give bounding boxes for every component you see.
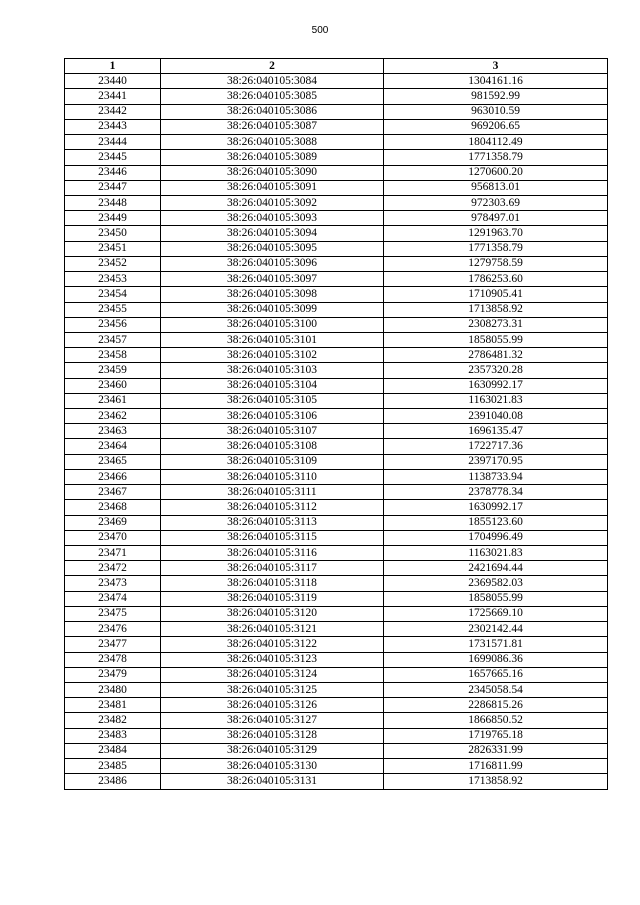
row-number-cell: 23443 xyxy=(65,119,161,134)
value-cell: 1713858.92 xyxy=(384,774,608,789)
cadastral-number-cell: 38:26:040105:3115 xyxy=(161,530,384,545)
row-number-cell: 23465 xyxy=(65,454,161,469)
row-number-cell: 23463 xyxy=(65,424,161,439)
cadastral-number-cell: 38:26:040105:3109 xyxy=(161,454,384,469)
cadastral-number-cell: 38:26:040105:3110 xyxy=(161,469,384,484)
value-cell: 2357320.28 xyxy=(384,363,608,378)
cadastral-number-cell: 38:26:040105:3098 xyxy=(161,287,384,302)
table-row xyxy=(65,759,608,774)
table-row xyxy=(65,591,608,606)
value-cell: 1771358.79 xyxy=(384,241,608,256)
value-cell: 1270600.20 xyxy=(384,165,608,180)
page-number: 500 xyxy=(311,25,329,36)
row-number-cell: 23440 xyxy=(65,74,161,89)
row-number-cell: 23486 xyxy=(65,774,161,789)
row-number-cell: 23457 xyxy=(65,332,161,347)
cadastral-number-cell: 38:26:040105:3089 xyxy=(161,150,384,165)
table-row xyxy=(65,180,608,195)
table-row xyxy=(65,500,608,515)
cadastral-number-cell: 38:26:040105:3119 xyxy=(161,591,384,606)
table-row xyxy=(65,89,608,104)
row-number-cell: 23462 xyxy=(65,409,161,424)
table-row xyxy=(65,667,608,682)
table-row xyxy=(65,135,608,150)
value-cell: 1716811.99 xyxy=(384,759,608,774)
table-row xyxy=(65,652,608,667)
value-cell: 1304161.16 xyxy=(384,74,608,89)
value-cell: 1725669.10 xyxy=(384,606,608,621)
row-number-cell: 23464 xyxy=(65,439,161,454)
cadastral-number-cell: 38:26:040105:3125 xyxy=(161,682,384,697)
row-number-cell: 23479 xyxy=(65,667,161,682)
cadastral-number-cell: 38:26:040105:3126 xyxy=(161,698,384,713)
value-cell: 1858055.99 xyxy=(384,332,608,347)
value-cell: 972303.69 xyxy=(384,195,608,210)
cadastral-number-cell: 38:26:040105:3131 xyxy=(161,774,384,789)
row-number-cell: 23456 xyxy=(65,317,161,332)
cadastral-number-cell: 38:26:040105:3095 xyxy=(161,241,384,256)
row-number-cell: 23485 xyxy=(65,759,161,774)
row-number-cell: 23474 xyxy=(65,591,161,606)
value-cell: 2786481.32 xyxy=(384,348,608,363)
header-row xyxy=(65,59,608,74)
cadastral-number-cell: 38:26:040105:3090 xyxy=(161,165,384,180)
cadastral-number-cell: 38:26:040105:3096 xyxy=(161,256,384,271)
table-row xyxy=(65,454,608,469)
value-cell: 1291963.70 xyxy=(384,226,608,241)
table-row xyxy=(65,317,608,332)
row-number-cell: 23466 xyxy=(65,469,161,484)
cadastral-number-cell: 38:26:040105:3107 xyxy=(161,424,384,439)
row-number-cell: 23459 xyxy=(65,363,161,378)
cadastral-number-cell: 38:26:040105:3124 xyxy=(161,667,384,682)
value-cell: 2421694.44 xyxy=(384,561,608,576)
row-number-cell: 23477 xyxy=(65,637,161,652)
table-row xyxy=(65,637,608,652)
value-cell: 1858055.99 xyxy=(384,591,608,606)
table-row xyxy=(65,348,608,363)
value-cell: 1855123.60 xyxy=(384,515,608,530)
row-number-cell: 23478 xyxy=(65,652,161,667)
value-cell: 2308273.31 xyxy=(384,317,608,332)
cadastral-number-cell: 38:26:040105:3102 xyxy=(161,348,384,363)
row-number-cell: 23447 xyxy=(65,180,161,195)
value-cell: 2302142.44 xyxy=(384,622,608,637)
table-row xyxy=(65,256,608,271)
row-number-cell: 23461 xyxy=(65,393,161,408)
table-row xyxy=(65,150,608,165)
cadastral-number-cell: 38:26:040105:3112 xyxy=(161,500,384,515)
cadastral-number-cell: 38:26:040105:3093 xyxy=(161,211,384,226)
table-row xyxy=(65,713,608,728)
value-cell: 1719765.18 xyxy=(384,728,608,743)
table-row xyxy=(65,530,608,545)
column-header-2: 2 xyxy=(161,59,384,74)
row-number-cell: 23451 xyxy=(65,241,161,256)
row-number-cell: 23467 xyxy=(65,485,161,500)
value-cell: 1630992.17 xyxy=(384,378,608,393)
cadastral-number-cell: 38:26:040105:3123 xyxy=(161,652,384,667)
cadastral-number-cell: 38:26:040105:3087 xyxy=(161,119,384,134)
table-header xyxy=(65,59,608,74)
value-cell: 981592.99 xyxy=(384,89,608,104)
table-row xyxy=(65,424,608,439)
row-number-cell: 23484 xyxy=(65,743,161,758)
value-cell: 956813.01 xyxy=(384,180,608,195)
row-number-cell: 23445 xyxy=(65,150,161,165)
value-cell: 1771358.79 xyxy=(384,150,608,165)
table-row xyxy=(65,546,608,561)
row-number-cell: 23469 xyxy=(65,515,161,530)
cadastral-number-cell: 38:26:040105:3130 xyxy=(161,759,384,774)
table-row xyxy=(65,682,608,697)
table-row xyxy=(65,728,608,743)
cadastral-number-cell: 38:26:040105:3111 xyxy=(161,485,384,500)
table-row xyxy=(65,698,608,713)
cadastral-number-cell: 38:26:040105:3105 xyxy=(161,393,384,408)
value-cell: 2391040.08 xyxy=(384,409,608,424)
row-number-cell: 23473 xyxy=(65,576,161,591)
table-row xyxy=(65,393,608,408)
row-number-cell: 23468 xyxy=(65,500,161,515)
cadastral-number-cell: 38:26:040105:3116 xyxy=(161,546,384,561)
value-cell: 2286815.26 xyxy=(384,698,608,713)
value-cell: 1163021.83 xyxy=(384,393,608,408)
table-row xyxy=(65,119,608,134)
row-number-cell: 23452 xyxy=(65,256,161,271)
row-number-cell: 23450 xyxy=(65,226,161,241)
value-cell: 1699086.36 xyxy=(384,652,608,667)
data-table xyxy=(64,58,608,790)
table-row xyxy=(65,515,608,530)
table-row xyxy=(65,195,608,210)
value-cell: 1630992.17 xyxy=(384,500,608,515)
table-row xyxy=(65,576,608,591)
cadastral-number-cell: 38:26:040105:3099 xyxy=(161,302,384,317)
cadastral-number-cell: 38:26:040105:3094 xyxy=(161,226,384,241)
row-number-cell: 23476 xyxy=(65,622,161,637)
row-number-cell: 23446 xyxy=(65,165,161,180)
row-number-cell: 23483 xyxy=(65,728,161,743)
row-number-cell: 23448 xyxy=(65,195,161,210)
cadastral-number-cell: 38:26:040105:3108 xyxy=(161,439,384,454)
table-row xyxy=(65,561,608,576)
value-cell: 1866850.52 xyxy=(384,713,608,728)
value-cell: 1710905.41 xyxy=(384,287,608,302)
row-number-cell: 23455 xyxy=(65,302,161,317)
cadastral-number-cell: 38:26:040105:3128 xyxy=(161,728,384,743)
table-row xyxy=(65,74,608,89)
row-number-cell: 23460 xyxy=(65,378,161,393)
table-row xyxy=(65,211,608,226)
value-cell: 2397170.95 xyxy=(384,454,608,469)
value-cell: 1163021.83 xyxy=(384,546,608,561)
cadastral-number-cell: 38:26:040105:3117 xyxy=(161,561,384,576)
cadastral-number-cell: 38:26:040105:3100 xyxy=(161,317,384,332)
value-cell: 1713858.92 xyxy=(384,302,608,317)
cadastral-number-cell: 38:26:040105:3091 xyxy=(161,180,384,195)
table-row xyxy=(65,409,608,424)
value-cell: 1731571.81 xyxy=(384,637,608,652)
column-header-3: 3 xyxy=(384,59,608,74)
cadastral-number-cell: 38:26:040105:3084 xyxy=(161,74,384,89)
cadastral-number-cell: 38:26:040105:3120 xyxy=(161,606,384,621)
cadastral-number-cell: 38:26:040105:3106 xyxy=(161,409,384,424)
table-row xyxy=(65,165,608,180)
table-row xyxy=(65,743,608,758)
row-number-cell: 23449 xyxy=(65,211,161,226)
cadastral-number-cell: 38:26:040105:3103 xyxy=(161,363,384,378)
value-cell: 2369582.03 xyxy=(384,576,608,591)
cadastral-number-cell: 38:26:040105:3127 xyxy=(161,713,384,728)
cadastral-number-cell: 38:26:040105:3121 xyxy=(161,622,384,637)
row-number-cell: 23442 xyxy=(65,104,161,119)
table-row xyxy=(65,774,608,789)
table-row xyxy=(65,363,608,378)
row-number-cell: 23482 xyxy=(65,713,161,728)
value-cell: 1657665.16 xyxy=(384,667,608,682)
row-number-cell: 23458 xyxy=(65,348,161,363)
table-row xyxy=(65,287,608,302)
value-cell: 1696135.47 xyxy=(384,424,608,439)
table-row xyxy=(65,104,608,119)
row-number-cell: 23444 xyxy=(65,135,161,150)
cadastral-number-cell: 38:26:040105:3086 xyxy=(161,104,384,119)
cadastral-number-cell: 38:26:040105:3118 xyxy=(161,576,384,591)
table-row xyxy=(65,241,608,256)
value-cell: 1786253.60 xyxy=(384,272,608,287)
row-number-cell: 23481 xyxy=(65,698,161,713)
value-cell: 1279758.59 xyxy=(384,256,608,271)
cadastral-number-cell: 38:26:040105:3088 xyxy=(161,135,384,150)
table-row xyxy=(65,485,608,500)
column-header-1: 1 xyxy=(65,59,161,74)
value-cell: 978497.01 xyxy=(384,211,608,226)
table-row xyxy=(65,469,608,484)
row-number-cell: 23471 xyxy=(65,546,161,561)
cadastral-number-cell: 38:26:040105:3092 xyxy=(161,195,384,210)
table-row xyxy=(65,302,608,317)
cadastral-number-cell: 38:26:040105:3129 xyxy=(161,743,384,758)
cadastral-number-cell: 38:26:040105:3097 xyxy=(161,272,384,287)
cadastral-number-cell: 38:26:040105:3122 xyxy=(161,637,384,652)
value-cell: 1704996.49 xyxy=(384,530,608,545)
row-number-cell: 23454 xyxy=(65,287,161,302)
cadastral-number-cell: 38:26:040105:3101 xyxy=(161,332,384,347)
value-cell: 1804112.49 xyxy=(384,135,608,150)
value-cell: 2826331.99 xyxy=(384,743,608,758)
value-cell: 2345058.54 xyxy=(384,682,608,697)
table-body xyxy=(65,74,608,789)
table-row xyxy=(65,622,608,637)
table-row xyxy=(65,226,608,241)
value-cell: 969206.65 xyxy=(384,119,608,134)
cadastral-number-cell: 38:26:040105:3104 xyxy=(161,378,384,393)
row-number-cell: 23472 xyxy=(65,561,161,576)
table-row xyxy=(65,272,608,287)
table-row xyxy=(65,332,608,347)
row-number-cell: 23470 xyxy=(65,530,161,545)
table-row xyxy=(65,439,608,454)
cadastral-number-cell: 38:26:040105:3113 xyxy=(161,515,384,530)
table-row xyxy=(65,606,608,621)
row-number-cell: 23475 xyxy=(65,606,161,621)
row-number-cell: 23453 xyxy=(65,272,161,287)
value-cell: 1722717.36 xyxy=(384,439,608,454)
value-cell: 2378778.34 xyxy=(384,485,608,500)
row-number-cell: 23480 xyxy=(65,682,161,697)
table-row xyxy=(65,378,608,393)
value-cell: 963010.59 xyxy=(384,104,608,119)
cadastral-number-cell: 38:26:040105:3085 xyxy=(161,89,384,104)
value-cell: 1138733.94 xyxy=(384,469,608,484)
row-number-cell: 23441 xyxy=(65,89,161,104)
